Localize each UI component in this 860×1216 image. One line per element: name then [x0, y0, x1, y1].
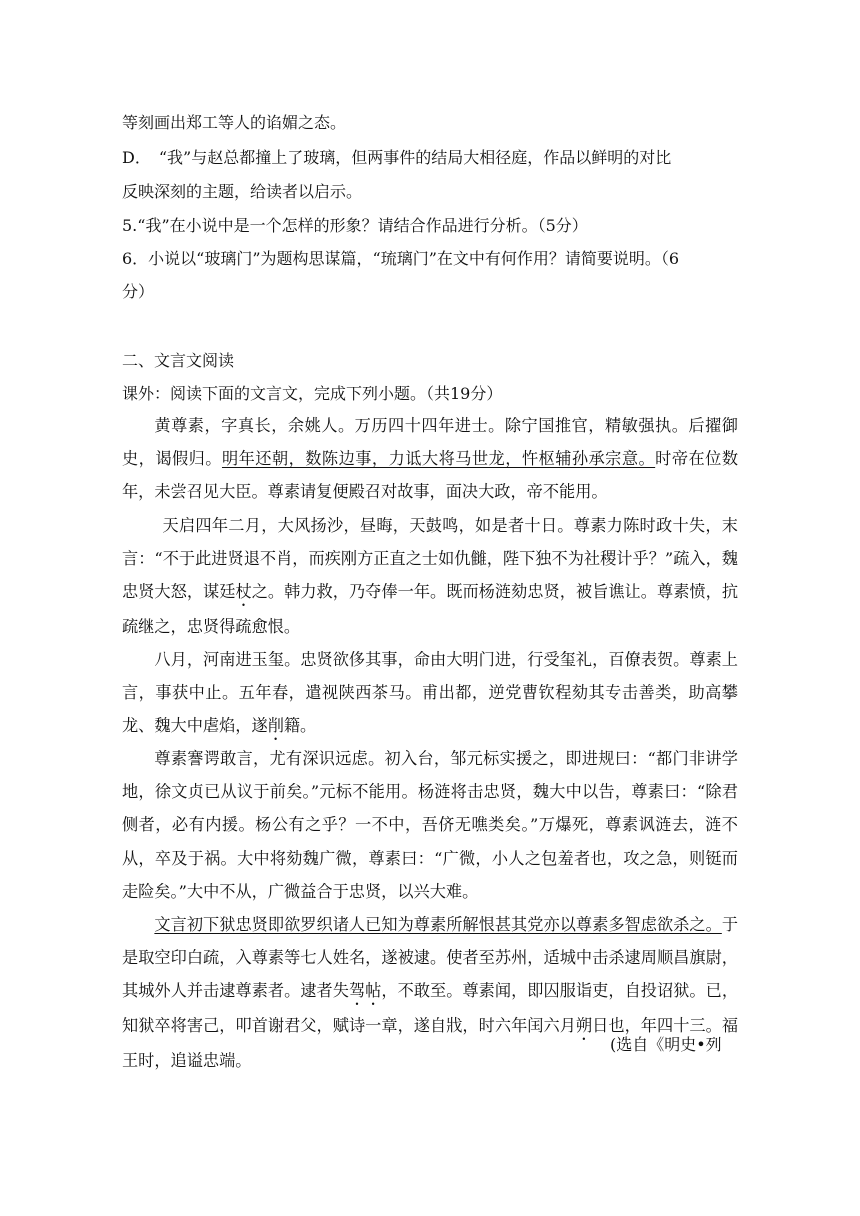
underlined-sentence: 明年还朝，数陈边事，力诋大将马世龙，忤枢辅孙承宗意。 [221, 449, 656, 469]
dotted-word: 朔 [575, 1016, 593, 1036]
paragraph-3 [122, 643, 738, 744]
paragraph-text: 八月，河南进玉玺。忠贤欲侈其事，命由大明门进，行受玺礼，百僚表贺。尊素上言，事获中止。五年春，遣视陕西茶马。甫出都，逆党曹钦程劾其专击善类，助高攀龙、魏大中虐焰，遂 [122, 650, 738, 736]
option-d-line: 反映深刻的主题，给读者以启示。 [122, 182, 363, 201]
paragraph-text: 于是取空印白疏，入尊素等七人姓名，遂被逮。使者至苏州，适城中击杀逮周顺昌旗尉，其城外人并击逮尊素者。逮者失 [122, 915, 738, 1001]
text-line: 等刻画出郑工等人的谄媚之态。 [122, 113, 347, 132]
paragraph-text: 之。韩力救，乃夺俸一年。既而杨涟劾忠贤，被旨谯让。尊素愤，抗疏继之，忠贤得疏愈恨。 [122, 582, 739, 637]
section-intro: 课外：阅读下面的文言文，完成下列小题。（共19分） [122, 384, 503, 403]
paragraph-1 [122, 409, 738, 509]
paragraph-text: 籍。 [283, 716, 317, 736]
paragraph-text: 黄尊素，字真长，余姚人。万历四十四年进士。除宁国推官，精敏强执。后擢御史，谒假归。 [122, 416, 738, 469]
paragraph-2 [122, 509, 738, 644]
dotted-word: 削 [267, 716, 284, 736]
option-d-line: D． “我”与赵总都撞上了玻璃，但两事件的结局大相径庭，作品以鲜明的对比 [122, 148, 672, 167]
paragraph-text: 时帝在位数年，未尝召见大臣。尊素请复便殿召对故事，面决大政，帝不能用。 [122, 449, 739, 502]
dotted-word: 杖 [235, 582, 252, 602]
paragraph-4: 尊素謇谔敢言，尤有深识远虑。初入台，邹元标实援之，即进规曰：“都门非讲学地，徐文贞已从议于前矣。”元标不能用。杨涟将击忠贤，魏大中以告，尊素曰：“除君侧者，必有内援。杨公有之乎？一不中，吾侪无噍类矣。”万爆死，尊素讽涟去，涟不从，卒及于祸。大中将劾魏广微，尊素曰：“广微，小人之包羞者也，攻之急，则铤而走险矣。”大中不从，广微益合于忠贤，以兴大难。 [122, 749, 738, 901]
paragraph-text: 天启四年二月，大风扬沙，昼晦，天鼓鸣，如是者十日。尊素力陈时政十失，末言：“不于此进贤退不肖，而疾刚方正直之士如仇雠，陛下独不为社稷计乎？”疏入，魏忠贤大怒，谋廷 [122, 516, 738, 602]
paragraph-text: 日也，年四十三。福王时，追谥忠端。 [122, 1016, 739, 1071]
paragraph-text: ，不敢至。尊素闻，即囚服诣吏，自投诏狱。已，知狱卒将害己，叩首谢君父，赋诗一章，遂自戕，时六年闰六月 [122, 981, 739, 1036]
question-6: 6．小说以“玻璃门”为题构思谋篇，“琉璃门”在文中有何作用？请简要说明。（6 [122, 249, 680, 268]
question-5: 5.“我”在小说中是一个怎样的形象？请结合作品进行分析。（5分） [122, 216, 588, 235]
underlined-sentence: 文言初下狱忠贤即欲罗织诸人已知为尊素所解恨甚其党亦以尊素多智虑欲杀之。 [154, 915, 722, 934]
section-title: 二、文言文阅读 [122, 351, 235, 370]
dotted-word: 驾帖 [348, 981, 382, 1001]
question-6: 分） [122, 282, 155, 301]
source-citation: (选自《明史•列 [610, 1035, 722, 1054]
